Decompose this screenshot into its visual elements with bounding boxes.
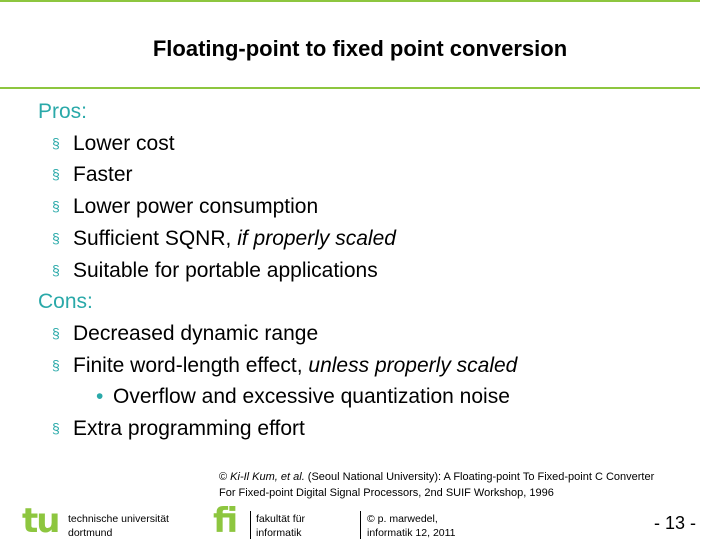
bullet-icon: §: [52, 134, 60, 151]
footer-divider: [250, 511, 251, 539]
item-text: Suitable for portable applications: [73, 258, 378, 282]
list-item: [38, 223, 517, 255]
item-text: Lower power consumption: [73, 195, 319, 219]
item-text: Finite word-length effect,: [73, 353, 309, 377]
bullet-icon: §: [52, 229, 60, 246]
dot-bullet-icon: •: [96, 385, 104, 409]
cons-heading: Cons:: [38, 290, 93, 314]
list-item: [38, 159, 517, 191]
list-item: [38, 413, 517, 445]
citation-line-2: For Fixed-point Digital Signal Processors, 2nd SUIF Workshop, 1996: [219, 487, 554, 499]
slide-content: [38, 96, 517, 445]
list-item: [38, 350, 517, 382]
bullet-icon: §: [52, 166, 60, 183]
faculty-name: fakultät für informatik: [256, 513, 306, 539]
slide-title: Floating-point to fixed point conversion: [152, 36, 568, 61]
sub-item-text: Overflow and excessive quantization noise: [113, 385, 510, 409]
author-credit: © p. marwedel, informatik 12, 2011: [367, 513, 456, 539]
citation-line-1: © Ki-Il Kum, et al. (Seoul National University): A Floating-point To Fixed-point C Converter: [219, 471, 655, 483]
tu-logo: tu: [22, 501, 59, 541]
item-text: Decreased dynamic range: [73, 321, 319, 345]
citation-authors: Ki-Il Kum, et al.: [230, 471, 305, 483]
sub-list-item: [38, 381, 517, 413]
university-name: technische universität dortmund: [68, 513, 169, 539]
list-item: [38, 128, 517, 160]
item-text: Lower cost: [73, 131, 175, 155]
bullet-icon: §: [52, 324, 60, 341]
list-item: [38, 191, 517, 223]
list-item: [38, 255, 517, 287]
list-item: [38, 318, 517, 350]
top-rule: [0, 0, 700, 2]
bullet-icon: §: [52, 198, 60, 215]
title-rule: [0, 87, 700, 89]
footer: [0, 501, 720, 541]
footer-divider: [360, 511, 361, 539]
fi-logo: fi: [213, 501, 239, 541]
bullet-icon: §: [52, 261, 60, 278]
bullet-icon: §: [52, 356, 60, 373]
citation: [219, 469, 654, 501]
bullet-icon: §: [52, 420, 60, 437]
item-text: Sufficient SQNR,: [73, 226, 238, 250]
item-emphasis: if properly scaled: [237, 226, 396, 250]
page-number: - 13 -: [653, 513, 696, 533]
pros-heading: Pros:: [38, 100, 88, 123]
item-text: Extra programming effort: [73, 417, 305, 441]
item-text: Faster: [73, 163, 133, 187]
item-emphasis: unless properly scaled: [308, 353, 518, 377]
